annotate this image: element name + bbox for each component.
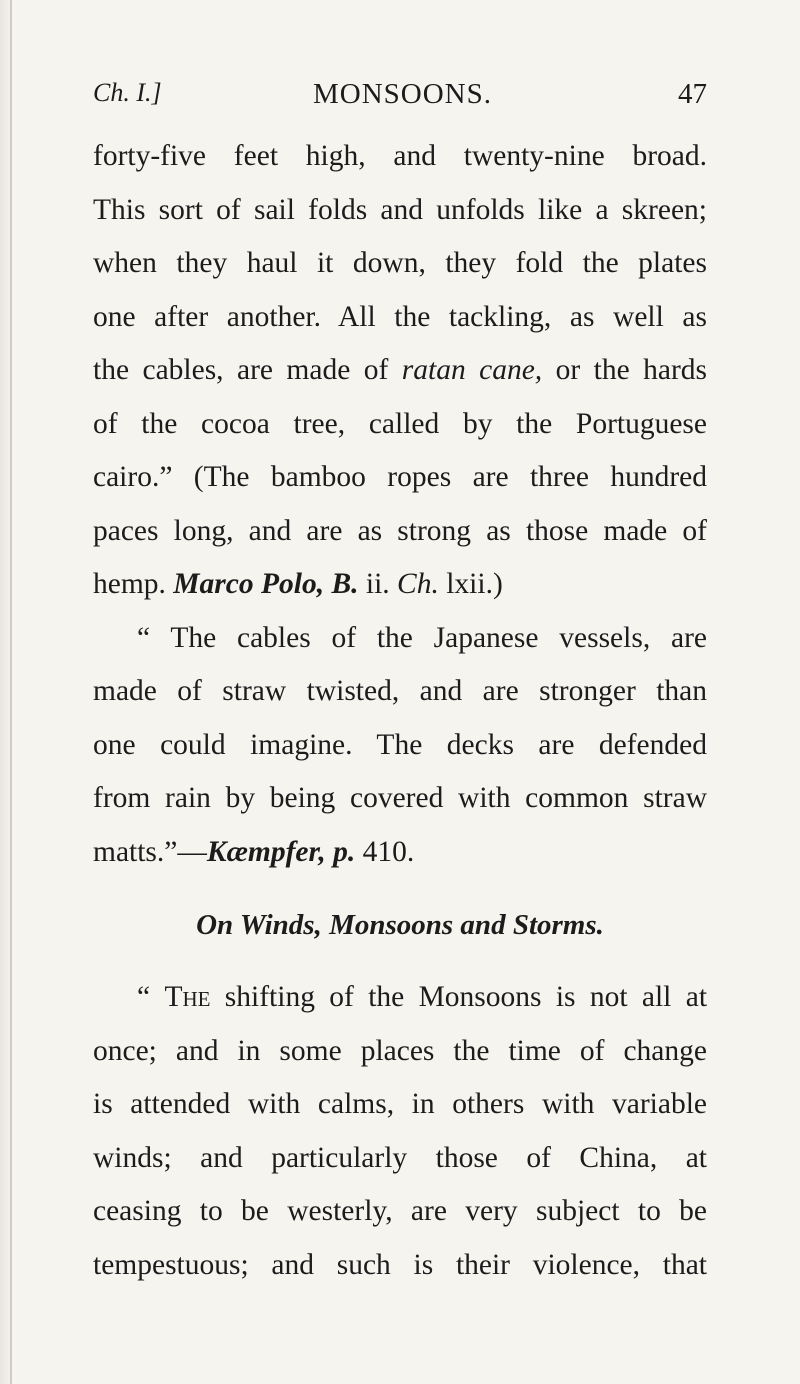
text-line: once; and in some places the time of change <box>93 1034 707 1067</box>
citation-chapter-label: Ch. <box>397 568 439 600</box>
citation-book: B. <box>331 568 359 600</box>
page-edge <box>0 0 12 1384</box>
citation-volume: ii. <box>365 568 390 600</box>
text-line: from rain by being covered with common straw <box>93 782 707 814</box>
text-line <box>93 826 707 880</box>
small-caps-text: The <box>164 981 211 1013</box>
text-line: winds; and particularly those of China, at <box>93 1141 707 1174</box>
emphasis-text: ratan cane, <box>401 354 543 386</box>
text-line: when they haul it down, they fold the plates <box>93 247 707 279</box>
text-run: the cables, are made of <box>93 354 389 386</box>
text-line: made of straw twisted, and are stronger than <box>93 675 707 707</box>
body-text <box>93 130 707 1292</box>
text-run: matts.”— <box>93 835 207 868</box>
citation-author: Kæmpfer, p. <box>206 835 356 868</box>
text-line <box>93 344 707 398</box>
open-quote: “ <box>137 981 151 1013</box>
citation-chapter: lxii.) <box>446 568 503 600</box>
text-line: one could imagine. The decks are defended <box>93 728 707 761</box>
section-heading: On Winds, Monsoons and Storms. <box>196 909 604 941</box>
text-line <box>93 971 707 1025</box>
text-line: cairo.” (The bamboo ropes are three hundred <box>93 461 707 493</box>
running-head <box>93 72 707 112</box>
text-line: tempestuous; and such is their violence, that <box>93 1248 707 1281</box>
text-line: forty-five feet high, and twenty-nine broad. <box>93 140 707 172</box>
text-line: paces long, and are as strong as those made of <box>93 514 707 547</box>
page-number: 47 <box>678 78 707 110</box>
text-line: ceasing to be westerly, are very subject to be <box>93 1195 707 1227</box>
chapter-reference: Ch. I.] <box>93 78 162 107</box>
text-line: one after another. All the tackling, as well as <box>93 300 707 333</box>
citation-author: Marco Polo, <box>173 568 325 600</box>
text-line: of the cocoa tree, called by the Portuguese <box>93 407 707 440</box>
text-line: This sort of sail folds and unfolds like a skreen; <box>93 193 707 226</box>
text-line: “ The cables of the Japanese vessels, are <box>137 621 707 654</box>
text-run: hemp. <box>93 568 166 600</box>
citation-page: 410. <box>362 835 415 868</box>
text-run: shifting of the Monsoons is not all at <box>224 981 708 1013</box>
text-run: or the hards <box>555 354 708 386</box>
text-line <box>93 558 707 612</box>
text-line: is attended with calms, in others with variable <box>93 1088 707 1120</box>
page-title: MONSOONS. <box>313 78 493 110</box>
